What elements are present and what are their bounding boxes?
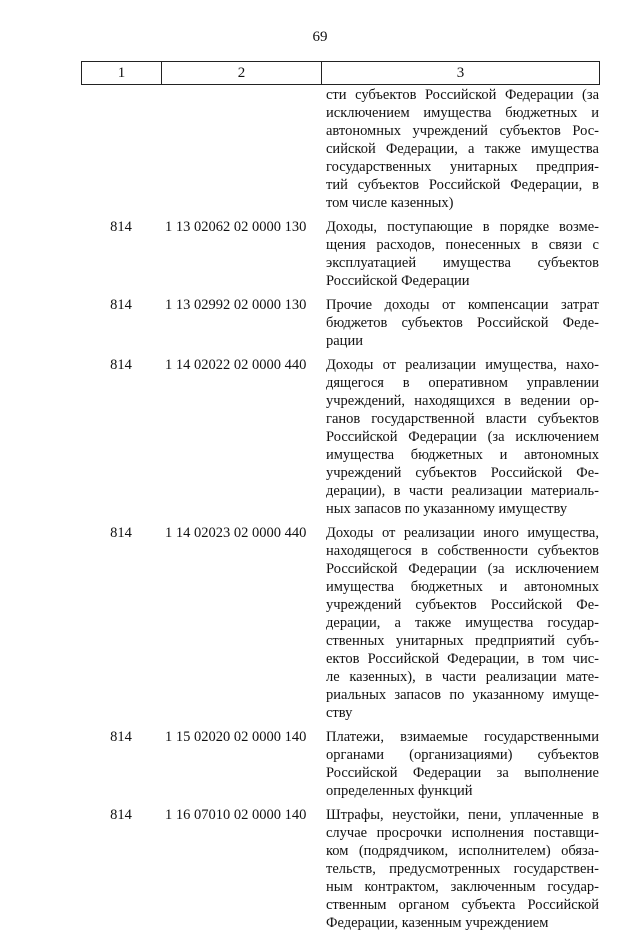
description-line: Российской Федерации (за исключением (326, 561, 599, 577)
description-line: ным контрактом, заключенным государ- (326, 879, 599, 895)
admin-code-cell: 814 (110, 525, 132, 541)
admin-code-cell: 814 (110, 807, 132, 823)
description-line: Российской Федерации (за исключением (326, 429, 599, 445)
description-line: щения расходов, понесенных в связи с (326, 237, 599, 253)
description-line: Российской Федерации (326, 273, 470, 289)
description-line: сийской Федерации, а также имущества (326, 141, 599, 157)
table-row (81, 524, 600, 722)
revenue-code-cell (161, 86, 321, 212)
header-col-1: 1 (82, 62, 162, 84)
description-line: том числе казенных) (326, 195, 454, 211)
description-cell (321, 728, 600, 800)
description-line: учреждений субъектов Российской Фе- (326, 597, 599, 613)
table-row (81, 806, 600, 932)
page-number: 69 (312, 29, 328, 45)
description-line: тий субъектов Российской Федерации, в (326, 177, 599, 193)
description-cell (321, 296, 600, 350)
description-line: учреждений, находящихся в ведении ор- (326, 393, 599, 409)
description-line: рации (326, 333, 363, 349)
description-line: бюджетов субъектов Российской Феде- (326, 315, 599, 331)
description-line: автономных учреждений субъектов Рос- (326, 123, 599, 139)
description-line: случае просрочки исполнения поставщи- (326, 825, 599, 841)
description-line: дящегося в оперативном управлении (326, 375, 599, 391)
description-line: органами (организациями) субъектов (326, 747, 599, 763)
description-line: риальных запасов по указанному имуще- (326, 687, 599, 703)
table-row (81, 728, 600, 800)
header-col-2: 2 (162, 62, 322, 84)
table-body (81, 86, 600, 938)
revenue-code-cell: 1 16 07010 02 0000 140 (165, 807, 307, 823)
description-line: дерации, а также имущества государ- (326, 615, 599, 631)
description-line: ству (326, 705, 353, 721)
description-line: находящегося в собственности субъектов (326, 543, 599, 559)
table-header (81, 61, 600, 85)
description-line: Доходы, поступающие в порядке возме- (326, 219, 599, 235)
description-line: имущества бюджетных и автономных (326, 447, 599, 463)
revenue-code-cell: 1 15 02020 02 0000 140 (165, 729, 307, 745)
description-line: Российской Федерации за выполнение (326, 765, 599, 781)
admin-code-cell: 814 (110, 729, 132, 745)
description-line: ственным органом субъекта Российской (326, 897, 599, 913)
description-cell (321, 356, 600, 518)
revenue-code-cell: 1 14 02023 02 0000 440 (165, 525, 307, 541)
description-line: имущества бюджетных и автономных (326, 579, 599, 595)
header-col-3: 3 (456, 64, 465, 81)
description-line: Федерации, казенным учреждением (326, 915, 549, 931)
description-line: ектов Российской Федерации, в том чис- (326, 651, 599, 667)
revenue-code-cell: 1 13 02062 02 0000 130 (165, 219, 307, 235)
description-line: Штрафы, неустойки, пени, уплаченные в (326, 807, 599, 823)
description-line: Прочие доходы от компенсации затрат (326, 297, 599, 313)
description-line: государственных унитарных предприя- (326, 159, 599, 175)
revenue-code-cell: 1 14 02022 02 0000 440 (165, 357, 307, 373)
description-line: эксплуатацией имущества субъектов (326, 255, 599, 271)
description-line: ных запасов по указанному имуществу (326, 501, 568, 517)
description-line: ле казенных), в части реализации мате- (326, 669, 599, 685)
description-cell (321, 806, 600, 932)
description-line: Платежи, взимаемые государственными (326, 729, 599, 745)
description-line: дерации), в части реализации материаль- (326, 483, 599, 499)
description-line: ганов государственной власти субъектов (326, 411, 599, 427)
description-line: тельств, предусмотренных государствен- (326, 861, 599, 877)
description-line: определенных функций (326, 783, 473, 799)
table-row (81, 218, 600, 290)
description-line: Доходы от реализации иного имущества, (326, 525, 599, 541)
admin-code-cell (81, 86, 161, 212)
description-line: исключением имущества бюджетных и (326, 105, 599, 121)
description-line: учреждений субъектов Российской Фе- (326, 465, 599, 481)
description-line: ственных унитарных предприятий субъ- (326, 633, 599, 649)
admin-code-cell: 814 (110, 297, 132, 313)
description-line: Доходы от реализации имущества, нахо- (326, 357, 599, 373)
admin-code-cell: 814 (110, 357, 132, 373)
table-row (81, 86, 600, 212)
description-line: ком (подрядчиком, исполнителем) обяза- (326, 843, 599, 859)
table-row (81, 296, 600, 350)
admin-code-cell: 814 (110, 219, 132, 235)
description-cell (321, 218, 600, 290)
description-cell (321, 524, 600, 722)
revenue-code-cell: 1 13 02992 02 0000 130 (165, 297, 307, 313)
description-line: сти субъектов Российской Федерации (за (326, 87, 599, 103)
table-row (81, 356, 600, 518)
description-cell (321, 86, 600, 212)
